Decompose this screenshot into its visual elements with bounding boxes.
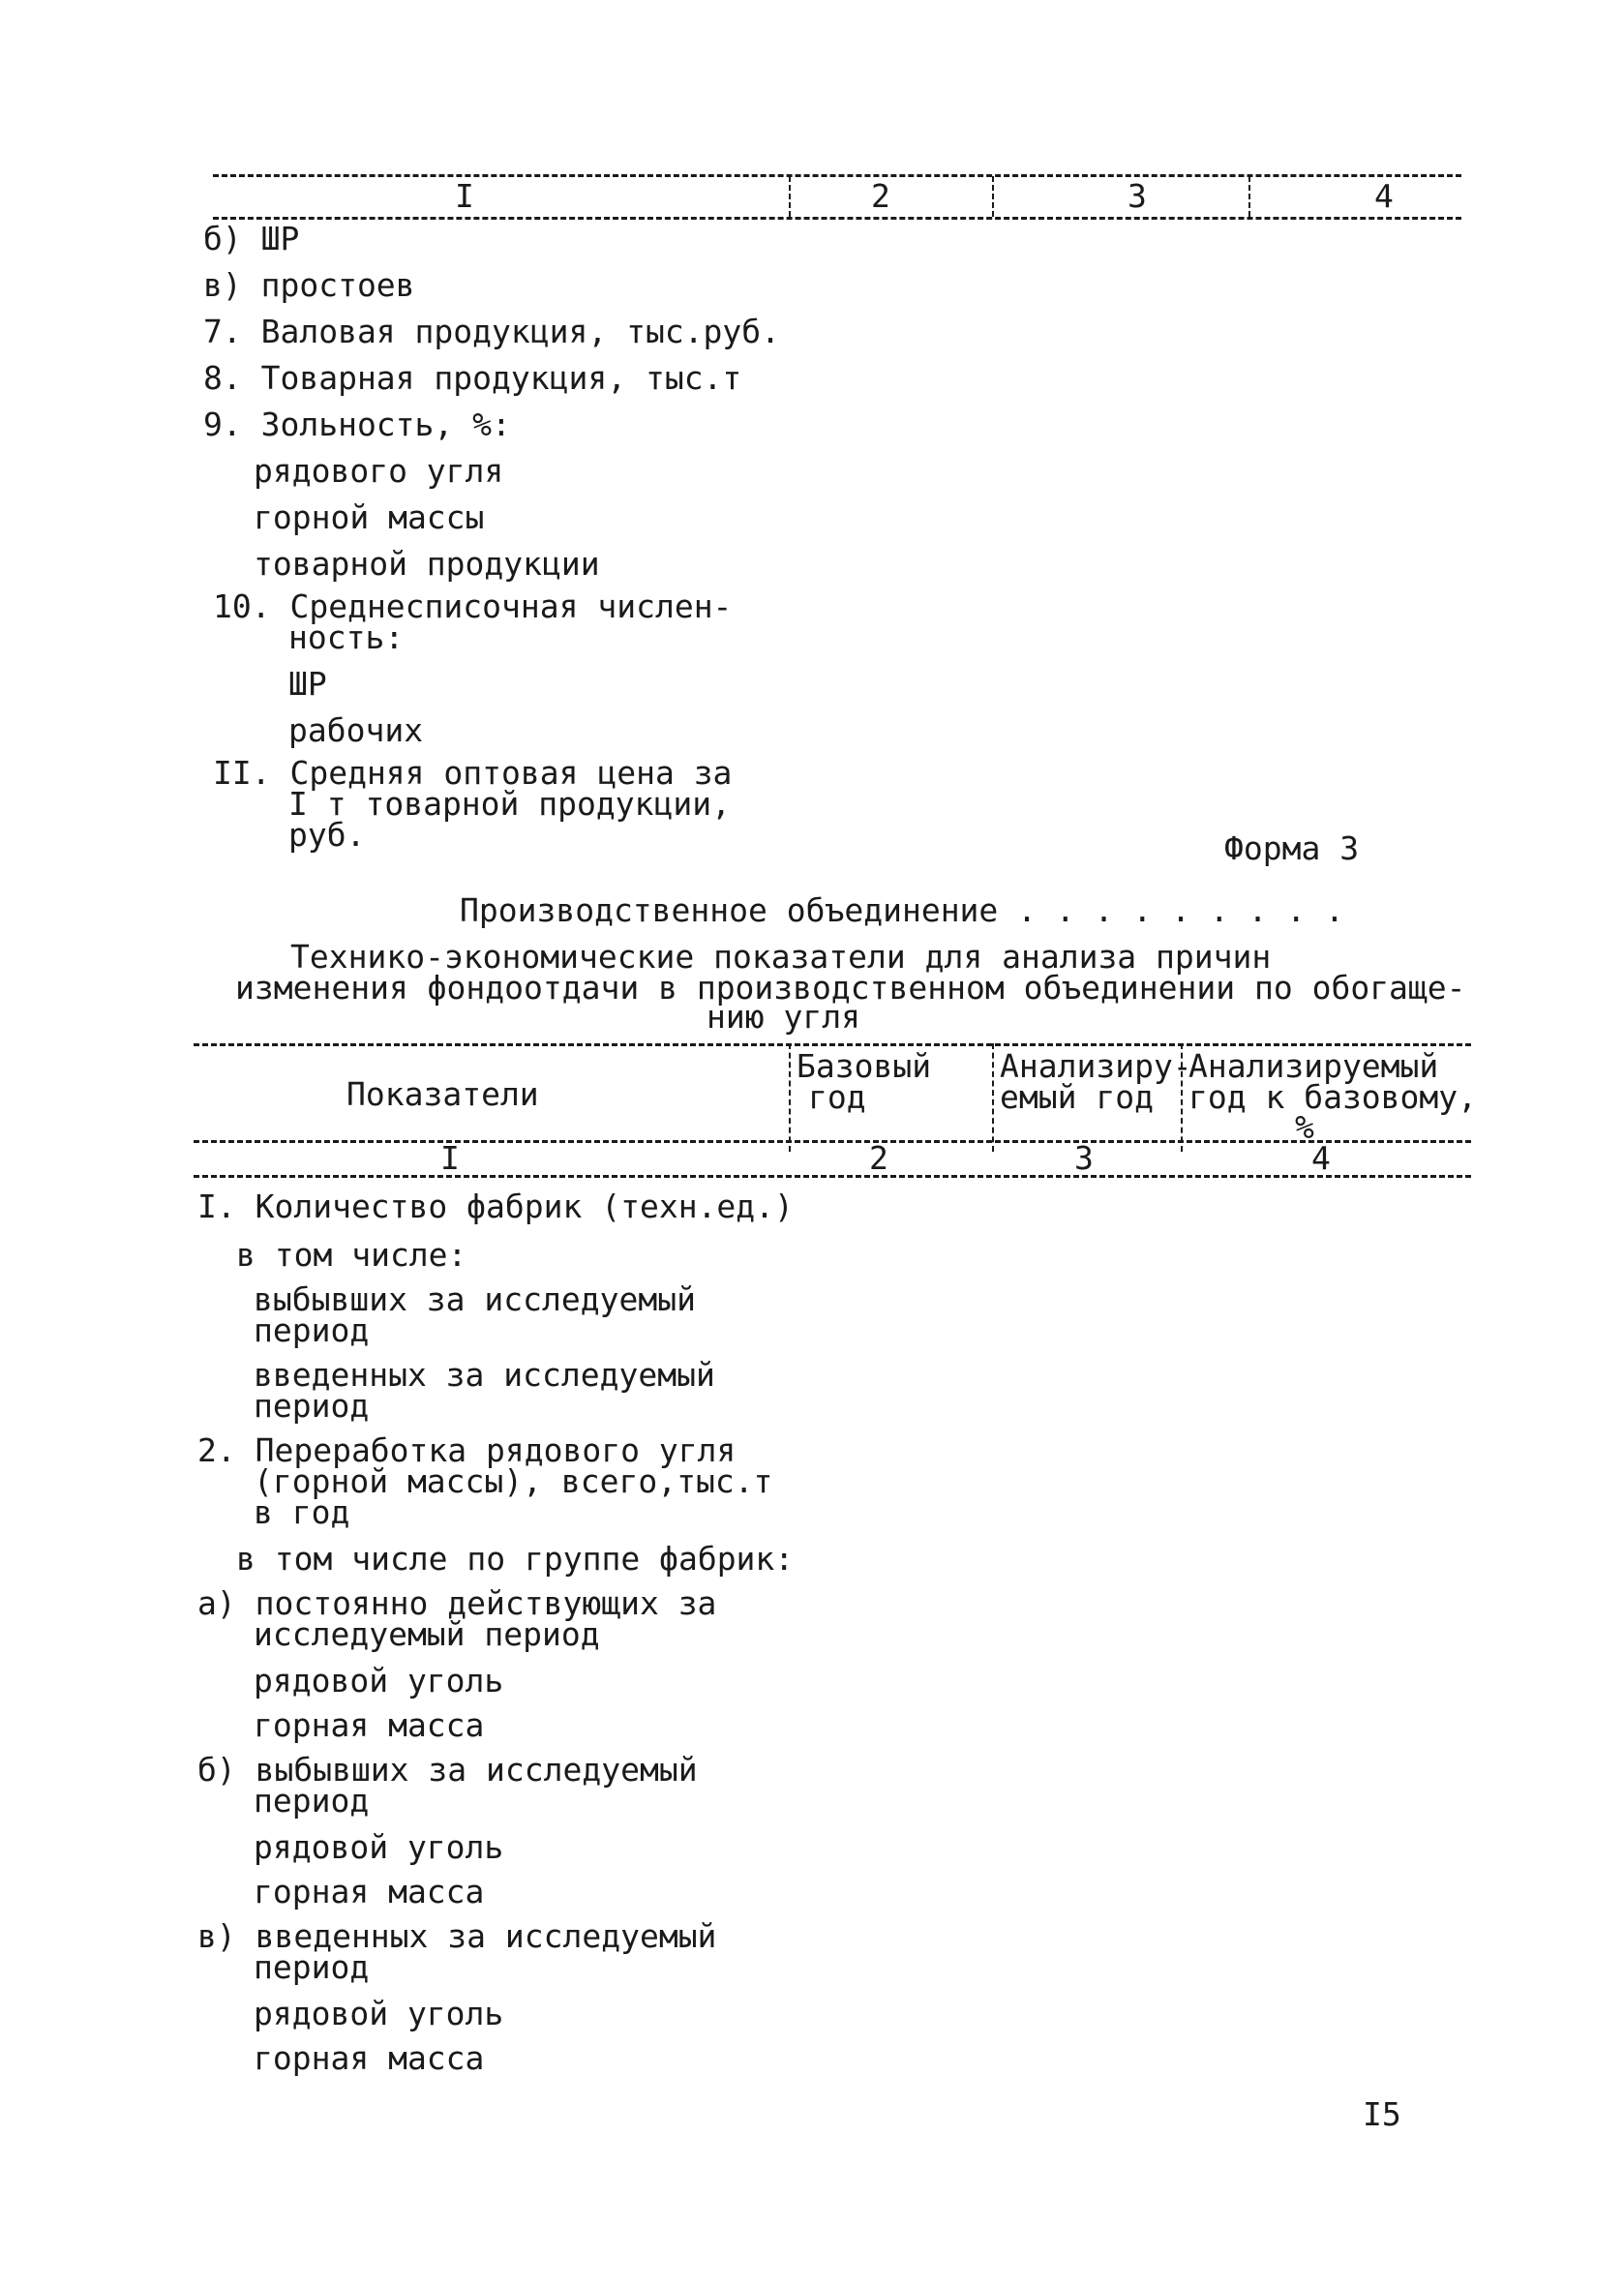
top-col-divider	[1248, 176, 1250, 217]
header-ratio-3: %	[1295, 1108, 1314, 1146]
col-number-4: 4	[1311, 1139, 1331, 1177]
table-rule-top	[194, 1043, 1471, 1046]
table-col-divider	[789, 1043, 791, 1152]
row-2-coal-processing-cont: (горной массы), всего,тыс.т	[254, 1462, 773, 1500]
table-col-divider	[992, 1043, 994, 1152]
row-2-coal-processing-unit: в год	[254, 1493, 350, 1531]
top-row-v-downtime: в) простоев	[203, 266, 415, 304]
header-base-year-1: Базовый	[797, 1047, 932, 1085]
header-analyzed-year-1: Анализиру-	[1000, 1047, 1192, 1085]
row-b-retired: б) выбывших за исследуемый	[197, 1751, 698, 1789]
top-row-rock-mass: горной массы	[254, 498, 485, 536]
form-label: Форма 3	[1224, 829, 1360, 867]
top-col-divider	[789, 176, 791, 217]
top-table-rule-lower	[213, 217, 1461, 220]
header-base-year-2: год	[808, 1078, 866, 1116]
page-number: I5	[1363, 2095, 1401, 2133]
row-v-introduced: в) введенных за исследуемый	[197, 1917, 717, 1955]
top-row-11-avg-price-unit: руб.	[288, 816, 366, 854]
row-including: в том числе:	[236, 1236, 467, 1274]
top-col-number-1: I	[455, 177, 474, 215]
row-v-introduced-period: период	[254, 1948, 370, 1986]
row-retired: выбывших за исследуемый	[254, 1280, 696, 1318]
top-row-10-headcount-cont: ность:	[288, 618, 405, 656]
header-analyzed-year-2: емый год	[1000, 1078, 1154, 1116]
row-retired-period: период	[254, 1311, 370, 1349]
row-a-permanent-cont: исследуемый период	[254, 1615, 600, 1653]
header-ratio-1: Анализируемый	[1188, 1047, 1439, 1085]
row-1-number-of-plants: I. Количество фабрик (техн.ед.)	[197, 1188, 794, 1225]
top-col-number-4: 4	[1374, 177, 1394, 215]
top-row-7-gross-output: 7. Валовая продукция, тыс.руб.	[203, 313, 781, 350]
table-rule-numbers-bottom	[194, 1175, 1471, 1178]
row-2-coal-processing: 2. Переработка рядового угля	[197, 1431, 737, 1469]
top-row-11-avg-price-cont: I т товарной продукции,	[288, 785, 731, 823]
row-introduced-period: период	[254, 1387, 370, 1425]
top-row-10-headcount: 10. Среднесписочная числен-	[213, 587, 733, 625]
top-row-b-shr: б) ШР	[203, 220, 300, 257]
top-row-9-ash-content: 9. Зольность, %:	[203, 406, 511, 443]
top-col-number-2: 2	[871, 177, 890, 215]
row-a-run-of-mine-coal: рядовой уголь	[254, 1662, 504, 1699]
row-b-rock-mass: горная масса	[254, 1873, 485, 1910]
top-row-11-avg-price: II. Средняя оптовая цена за	[213, 754, 733, 792]
top-row-commodity-products: товарной продукции	[254, 545, 600, 583]
row-by-plant-group: в том числе по группе фабрик:	[236, 1540, 795, 1578]
row-a-rock-mass: горная масса	[254, 1706, 485, 1744]
table-rule-header-bottom	[194, 1140, 1471, 1143]
col-number-2: 2	[869, 1139, 888, 1177]
top-table-rule-upper	[213, 174, 1461, 177]
association-line: Производственное объединение . . . . . . . . .	[460, 891, 1344, 929]
top-col-divider	[992, 176, 994, 217]
title-line-3: нию угля	[707, 998, 860, 1036]
top-row-shr: ШР	[288, 665, 327, 703]
title-line-1: Технико-экономические показатели для анализа причин	[290, 938, 1272, 976]
top-row-workers: рабочих	[288, 711, 424, 749]
col-number-1: I	[440, 1139, 460, 1177]
col-number-3: 3	[1074, 1139, 1094, 1177]
row-a-permanent: а) постоянно действующих за	[197, 1584, 717, 1622]
row-v-run-of-mine-coal: рядовой уголь	[254, 1995, 504, 2032]
header-indicators: Показатели	[346, 1075, 539, 1113]
row-b-retired-period: период	[254, 1782, 370, 1820]
top-row-run-of-mine-coal: рядового угля	[254, 452, 504, 490]
row-introduced: введенных за исследуемый	[254, 1356, 715, 1394]
top-col-number-3: 3	[1128, 177, 1147, 215]
header-ratio-2: год к базовому,	[1188, 1078, 1478, 1116]
row-b-run-of-mine-coal: рядовой уголь	[254, 1828, 504, 1866]
title-line-2: изменения фондоотдачи в производственном объединении по обогаще-	[235, 969, 1466, 1007]
top-row-8-commodity-output: 8. Товарная продукция, тыс.т	[203, 359, 742, 397]
row-v-rock-mass: горная масса	[254, 2039, 485, 2077]
